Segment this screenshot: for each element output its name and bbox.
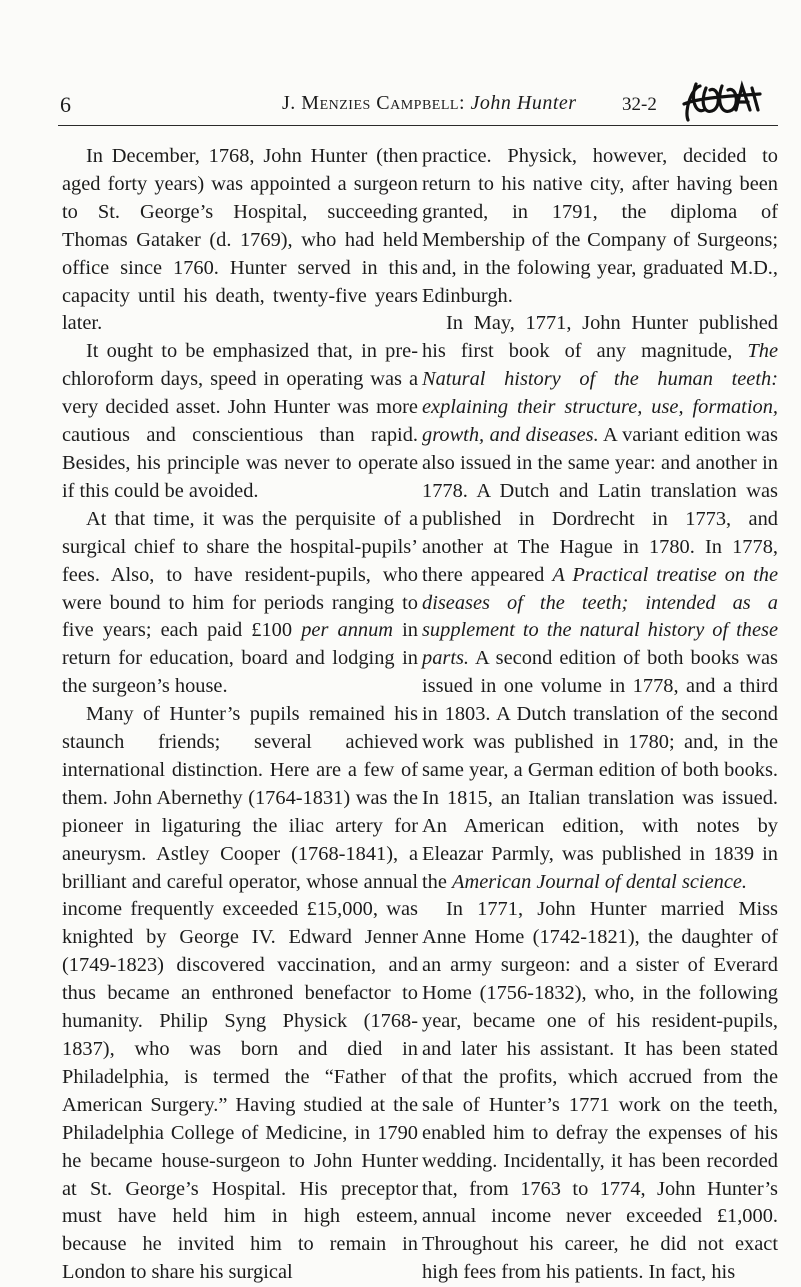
paragraph	[62, 506, 418, 701]
page-header	[0, 88, 801, 128]
text-run: At that time, it was the perquisite of a surgical chief to share the hospital-pupils’ fees. Also, to have resident-pupils, who were bound to him for periods ranging to five years; each paid £100	[62, 507, 418, 642]
running-head-author: J. Menzies Campbell:	[282, 92, 466, 114]
paragraph: practice. Physick, however, decided to return to his native city, after having been granted, in 1791, the diploma of Membership of the Company of Surgeons; and, in the folowing year, graduated M.D., Edinburgh.	[422, 145, 778, 307]
text-run: A variant edition was also issued in the same year: and another in 1778. A Dutch and Latin translation was published in Dordrecht in 1773, and another at The Hague in 1780. In 1778, there appeared	[422, 424, 778, 586]
paragraph: In 1771, John Hunter married Miss Anne Home (1742-1821), the daughter of an army surgeon: and a sister of Everard Home (1756-1832), who, in the following year, became one of his resident-pupils, and later his assistant. It has been stated that the profits, which accrued from the sale of Hunter’s 1771 work on the teeth, enabled him to defray the expenses of his wedding. Incidentally, it has been recorded that, from 1763 to 1774, John Hunter’s annual income never exceeded £1,000. Throughout his career, he did not exact high fees from his patients. In fact, his	[422, 898, 778, 1284]
reference-code: 32-2	[622, 94, 657, 115]
text-run: in return for education, board and lodging in the surgeon’s house.	[62, 619, 418, 698]
text-run: A second edition of both books was issued in one volume in 1778, and a third in 1803. A Dutch translation of the second work was published in 1780; and, in the same year, a German edition of both books. In 1815, an Italian translation was issued. An American edition, with notes by Eleazar Parmly, was published in 1839 in the	[422, 647, 778, 893]
page-number: 6	[60, 92, 71, 117]
running-head	[282, 92, 577, 115]
left-column	[62, 143, 418, 1287]
library-stamp-monogram	[678, 80, 764, 124]
paragraph: Many of Hunter’s pupils remained his staunch friends; several achieved international distinction. Here are a few of them. John Abernethy (1764-1831) was the pioneer in ligaturing the iliac artery for aneurysm. Astley Cooper (1768-1841), a brilliant and careful operator, whose annual income frequently exceeded £15,000, was knighted by George IV. Edward Jenner (1749-1823) discovered vaccination, and thus became an enthroned benefactor to humanity. Philip Syng Physick (1768-1837), who was born and died in Philadelphia, is termed the “Father of American Surgery.” Having studied at the Philadelphia College of Medicine, in 1790 he became house-surgeon to John Hunter at St. George’s Hospital. His preceptor must have held him in high esteem, because he invited him to remain in London to share his surgical	[62, 703, 418, 1284]
paragraph	[422, 310, 778, 896]
italic-text: per annum	[301, 619, 394, 642]
paragraph: In December, 1768, John Hunter (then aged forty years) was appointed a surgeon to St. George’s Hospital, succeeding Thomas Gataker (d. 1769), who had held office since 1760. Hunter served in this capacity until his death, twenty-five years later.	[62, 145, 418, 335]
right-column	[422, 143, 778, 1287]
book-title: The Natural history of the human teeth: explaining their structure, use, formation, growth, and diseases.	[422, 340, 778, 447]
text-run: In May, 1771, John Hunter published his first book of any magnitude,	[422, 312, 778, 363]
paragraph: It ought to be emphasized that, in pre-chloroform days, speed in operating was a very decided asset. John Hunter was more cautious and conscientious than rapid. Besides, his principle was never to operate if this could be avoided.	[62, 340, 418, 502]
book-title: A Practical treatise on the diseases of the teeth; intended as a supplement to the natural history of these parts.	[422, 563, 778, 670]
running-head-title: John Hunter	[470, 92, 577, 114]
journal-title: American Journal of dental science.	[452, 870, 748, 893]
header-rule	[58, 125, 778, 126]
